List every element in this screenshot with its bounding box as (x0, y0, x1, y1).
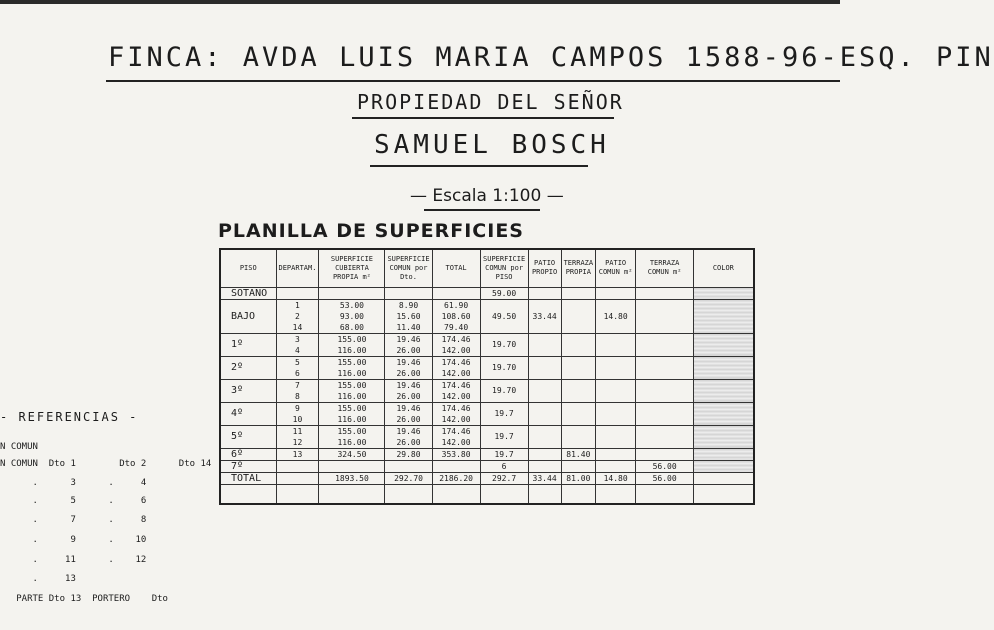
empty-cell (561, 484, 596, 504)
floor-cell: 6º (220, 448, 276, 460)
total-cell: 174.46 142.00 (432, 425, 480, 448)
terraza-comun-cell (636, 402, 694, 425)
comun-dto-cell: 19.46 26.00 (385, 333, 432, 356)
color-swatch (694, 379, 754, 402)
name-underline (370, 165, 588, 167)
table-row (220, 287, 754, 299)
empty-cell (636, 484, 694, 504)
owner-line: PROPIEDAD DEL SEÑOR (357, 90, 624, 114)
dept-cell (276, 287, 319, 299)
empty-row (220, 484, 754, 504)
table-row (220, 299, 754, 333)
comun-dto-cell: 19.46 26.00 (385, 379, 432, 402)
terraza-comun-cell: 56.00 (636, 460, 694, 472)
terraza-propia-cell (561, 299, 596, 333)
references-title: - REFERENCIAS - (0, 410, 139, 424)
cubierta-cell: 155.00 116.00 (319, 333, 385, 356)
color-swatch (694, 287, 754, 299)
col-header-dept: DEPARTAM. (276, 249, 319, 287)
owner-underline (352, 117, 614, 119)
color-swatch (694, 472, 754, 484)
empty-cell (596, 484, 636, 504)
floor-cell: 7º (220, 460, 276, 472)
comun-dto-cell (385, 460, 432, 472)
empty-cell (220, 484, 276, 504)
comun-piso-cell: 19.7 (480, 402, 528, 425)
color-swatch (694, 356, 754, 379)
patio-comun-cell (596, 425, 636, 448)
total-cell: 174.46 142.00 (432, 402, 480, 425)
patio-comun-cell (596, 379, 636, 402)
reference-line: . 3 . 4 (0, 478, 147, 488)
cubierta-cell (319, 460, 385, 472)
col-header-terraza-propia: TERRAZA PROPIA (561, 249, 596, 287)
patio-propio-cell (528, 333, 561, 356)
terraza-comun-cell (636, 448, 694, 460)
cubierta-cell (319, 287, 385, 299)
reference-line: . 5 . 6 (0, 496, 147, 506)
dept-cell: 5 6 (276, 356, 319, 379)
color-swatch (694, 448, 754, 460)
patio-propio-cell (528, 287, 561, 299)
cubierta-cell: 324.50 (319, 448, 385, 460)
terraza-comun-cell (636, 299, 694, 333)
comun-dto-cell: 19.46 26.00 (385, 425, 432, 448)
cubierta-cell: 155.00 116.00 (319, 402, 385, 425)
terraza-comun-cell (636, 379, 694, 402)
total-cell: 174.46 142.00 (432, 333, 480, 356)
patio-propio-cell: 33.44 (528, 472, 561, 484)
empty-cell (528, 484, 561, 504)
reference-line: . 7 . 8 (0, 515, 147, 525)
dept-cell: 9 10 (276, 402, 319, 425)
comun-piso-cell: 19.70 (480, 379, 528, 402)
color-swatch (694, 460, 754, 472)
comun-dto-cell: 29.80 (385, 448, 432, 460)
terraza-propia-cell (561, 333, 596, 356)
floor-cell: 1º (220, 333, 276, 356)
patio-propio-cell (528, 425, 561, 448)
col-header-color: COLOR (694, 249, 754, 287)
col-header-comun-piso: SUPERFICIE COMUN por PISO (480, 249, 528, 287)
terraza-propia-cell (561, 425, 596, 448)
terraza-propia-cell: 81.00 (561, 472, 596, 484)
empty-cell (319, 484, 385, 504)
table-row (220, 402, 754, 425)
title-underline (106, 80, 840, 82)
col-header-comun-dto: SUPERFICIE COMUN por Dto. (385, 249, 432, 287)
comun-dto-cell: 292.70 (385, 472, 432, 484)
total-cell: 174.46 142.00 (432, 356, 480, 379)
dept-cell: 11 12 (276, 425, 319, 448)
patio-propio-cell (528, 460, 561, 472)
floor-cell: SOTANO (220, 287, 276, 299)
scale-underline (424, 209, 540, 211)
comun-piso-cell: 6 (480, 460, 528, 472)
terraza-propia-cell (561, 287, 596, 299)
total-cell: 174.46 142.00 (432, 379, 480, 402)
total-cell (432, 460, 480, 472)
patio-comun-cell (596, 402, 636, 425)
color-swatch (694, 299, 754, 333)
table-row (220, 379, 754, 402)
cubierta-cell: 53.00 93.00 68.00 (319, 299, 385, 333)
comun-piso-cell: 19.70 (480, 356, 528, 379)
col-header-piso: PISO (220, 249, 276, 287)
table-row (220, 356, 754, 379)
top-border (0, 0, 840, 4)
table-header-row (220, 249, 754, 287)
patio-comun-cell (596, 448, 636, 460)
surfaces-table (219, 248, 755, 505)
table-row (220, 448, 754, 460)
terraza-comun-cell (636, 356, 694, 379)
empty-cell (385, 484, 432, 504)
dept-cell: 1 2 14 (276, 299, 319, 333)
patio-propio-cell (528, 448, 561, 460)
total-row (220, 472, 754, 484)
empty-cell (694, 484, 754, 504)
cubierta-cell: 155.00 116.00 (319, 379, 385, 402)
patio-comun-cell (596, 287, 636, 299)
reference-line: N COMUN (0, 442, 38, 452)
reference-line: . 13 (0, 574, 76, 584)
terraza-propia-cell (561, 356, 596, 379)
col-header-patio-propio: PATIO PROPIO (528, 249, 561, 287)
patio-propio-cell (528, 356, 561, 379)
floor-cell: BAJO (220, 299, 276, 333)
col-header-terraza-comun: TERRAZA COMUN m² (636, 249, 694, 287)
comun-piso-cell: 59.00 (480, 287, 528, 299)
comun-dto-cell (385, 287, 432, 299)
reference-line: N COMUN Dto 1 Dto 2 Dto 14 (0, 459, 212, 469)
color-swatch (694, 402, 754, 425)
col-header-cubierta: SUPERFICIE CUBIERTA PROPIA m² (319, 249, 385, 287)
table-row (220, 425, 754, 448)
col-header-patio-comun: PATIO COMUN m² (596, 249, 636, 287)
patio-comun-cell (596, 460, 636, 472)
dept-cell: 7 8 (276, 379, 319, 402)
terraza-propia-cell (561, 402, 596, 425)
comun-piso-cell: 19.70 (480, 333, 528, 356)
empty-cell (480, 484, 528, 504)
reference-line: . 9 . 10 (0, 535, 147, 545)
floor-cell: 2º (220, 356, 276, 379)
patio-propio-cell (528, 379, 561, 402)
terraza-comun-cell (636, 425, 694, 448)
comun-dto-cell: 19.46 26.00 (385, 356, 432, 379)
floor-cell: 5º (220, 425, 276, 448)
patio-comun-cell (596, 333, 636, 356)
floor-cell: 3º (220, 379, 276, 402)
scale-label: — Escala 1:100 — (410, 186, 564, 206)
floor-cell: 4º (220, 402, 276, 425)
comun-piso-cell: 292.7 (480, 472, 528, 484)
comun-piso-cell: 19.7 (480, 425, 528, 448)
patio-comun-cell: 14.80 (596, 299, 636, 333)
floor-cell: TOTAL (220, 472, 276, 484)
comun-piso-cell: 19.7 (480, 448, 528, 460)
terraza-comun-cell (636, 333, 694, 356)
empty-cell (432, 484, 480, 504)
cubierta-cell: 155.00 116.00 (319, 356, 385, 379)
total-cell (432, 287, 480, 299)
reference-line: . 11 . 12 (0, 555, 147, 565)
comun-piso-cell: 49.50 (480, 299, 528, 333)
reference-line: PARTE Dto 13 PORTERO Dto (0, 594, 168, 604)
terraza-propia-cell: 81.40 (561, 448, 596, 460)
terraza-comun-cell: 56.00 (636, 472, 694, 484)
comun-dto-cell: 19.46 26.00 (385, 402, 432, 425)
patio-comun-cell: 14.80 (596, 472, 636, 484)
dept-cell: 13 (276, 448, 319, 460)
dept-cell (276, 460, 319, 472)
total-cell: 2186.20 (432, 472, 480, 484)
dept-cell: 3 4 (276, 333, 319, 356)
patio-propio-cell: 33.44 (528, 299, 561, 333)
dept-cell (276, 472, 319, 484)
owner-name: SAMUEL BOSCH (374, 130, 610, 160)
terraza-propia-cell (561, 460, 596, 472)
color-swatch (694, 425, 754, 448)
total-cell: 353.80 (432, 448, 480, 460)
comun-dto-cell: 8.90 15.60 11.40 (385, 299, 432, 333)
empty-cell (276, 484, 319, 504)
table-row (220, 460, 754, 472)
total-cell: 61.90 108.60 79.40 (432, 299, 480, 333)
color-swatch (694, 333, 754, 356)
page-title: FINCA: AVDA LUIS MARIA CAMPOS 1588-96-ESQ. PIN (108, 42, 994, 73)
table-row (220, 333, 754, 356)
col-header-total: TOTAL (432, 249, 480, 287)
cubierta-cell: 155.00 116.00 (319, 425, 385, 448)
terraza-comun-cell (636, 287, 694, 299)
cubierta-cell: 1893.50 (319, 472, 385, 484)
table-title: PLANILLA DE SUPERFICIES (218, 220, 524, 242)
patio-comun-cell (596, 356, 636, 379)
patio-propio-cell (528, 402, 561, 425)
terraza-propia-cell (561, 379, 596, 402)
